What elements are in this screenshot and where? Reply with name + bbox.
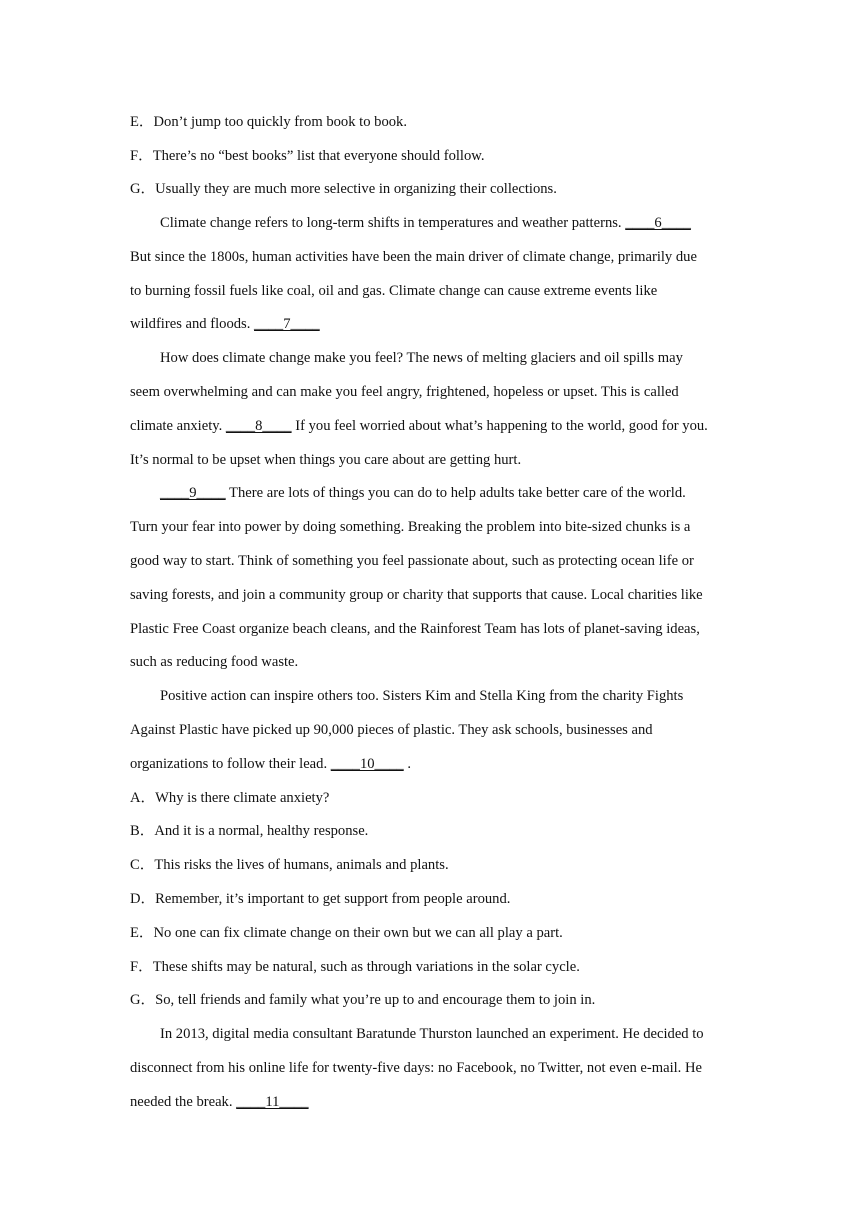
option-g: G．So, tell friends and family what you’re up to and encourage them to join in. bbox=[130, 992, 596, 1008]
paragraph-line: such as reducing food waste. bbox=[130, 654, 299, 670]
paragraph-line: disconnect from his online life for twenty-five days: no Facebook, no Twitter, not even e-mail. He bbox=[130, 1060, 702, 1076]
option-f-top: F．There’s no “best books” list that everyone should follow. bbox=[130, 148, 485, 164]
paragraph-text: organizations to follow their lead. bbox=[130, 756, 331, 772]
paragraph-line: In 2013, digital media consultant Baratunde Thurston launched an experiment. He decided to bbox=[160, 1026, 704, 1042]
paragraph-line bbox=[130, 416, 742, 436]
paragraph-line: Turn your fear into power by doing something. Breaking the problem into bite-sized chunks is a bbox=[130, 519, 691, 535]
paragraph-line bbox=[130, 314, 742, 334]
paragraph-text: . bbox=[403, 756, 412, 772]
blank-9: ____9____ bbox=[160, 485, 226, 501]
blank-10: ____10____ bbox=[330, 756, 404, 772]
paragraph-line bbox=[130, 754, 742, 774]
option-a: A．Why is there climate anxiety? bbox=[130, 790, 330, 806]
option-b: B．And it is a normal, healthy response. bbox=[130, 823, 369, 839]
paragraph-text: There are lots of things you can do to help adults take better care of the world. bbox=[225, 485, 686, 501]
paragraph-line bbox=[130, 1092, 742, 1112]
paragraph-line: to burning fossil fuels like coal, oil and gas. Climate change can cause extreme events like bbox=[130, 283, 658, 299]
blank-7: ____7____ bbox=[254, 316, 320, 332]
paragraph-line bbox=[160, 483, 772, 503]
paragraph-line: Plastic Free Coast organize beach cleans, and the Rainforest Team has lots of planet-saving ideas, bbox=[130, 621, 700, 637]
paragraph-line: seem overwhelming and can make you feel angry, frightened, hopeless or upset. This is called bbox=[130, 384, 679, 400]
blank-11: ____11____ bbox=[236, 1094, 309, 1110]
paragraph-line: saving forests, and join a community group or charity that supports that cause. Local charities like bbox=[130, 587, 703, 603]
blank-8: ____8____ bbox=[225, 418, 292, 434]
paragraph-line: But since the 1800s, human activities have been the main driver of climate change, primarily due bbox=[130, 249, 697, 265]
paragraph-text: wildfires and floods. bbox=[130, 316, 255, 332]
paragraph-text: Climate change refers to long-term shifts in temperatures and weather patterns. bbox=[160, 215, 626, 231]
paragraph-line bbox=[160, 213, 772, 233]
paragraph-text: If you feel worried about what’s happening to the world, good for you. bbox=[291, 418, 708, 434]
option-g-top: G．Usually they are much more selective in organizing their collections. bbox=[130, 181, 557, 197]
paragraph-line: How does climate change make you feel? The news of melting glaciers and oil spills may bbox=[160, 350, 683, 366]
blank-6: ____6____ bbox=[625, 215, 691, 231]
paragraph-text: climate anxiety. bbox=[130, 418, 226, 434]
option-e-top: E．Don’t jump too quickly from book to book. bbox=[130, 114, 407, 130]
option-d: D．Remember, it’s important to get support from people around. bbox=[130, 891, 511, 907]
paragraph-line: Positive action can inspire others too. Sisters Kim and Stella King from the charity Fights bbox=[160, 688, 684, 704]
paragraph-line: Against Plastic have picked up 90,000 pieces of plastic. They ask schools, businesses and bbox=[130, 722, 653, 738]
option-c: C．This risks the lives of humans, animals and plants. bbox=[130, 857, 449, 873]
paragraph-text: needed the break. bbox=[130, 1094, 237, 1110]
paragraph-line: It’s normal to be upset when things you care about are getting hurt. bbox=[130, 452, 522, 468]
option-f: F．These shifts may be natural, such as through variations in the solar cycle. bbox=[130, 959, 580, 975]
paragraph-line: good way to start. Think of something you feel passionate about, such as protecting ocean life or bbox=[130, 553, 694, 569]
option-e: E．No one can fix climate change on their own but we can all play a part. bbox=[130, 925, 563, 941]
